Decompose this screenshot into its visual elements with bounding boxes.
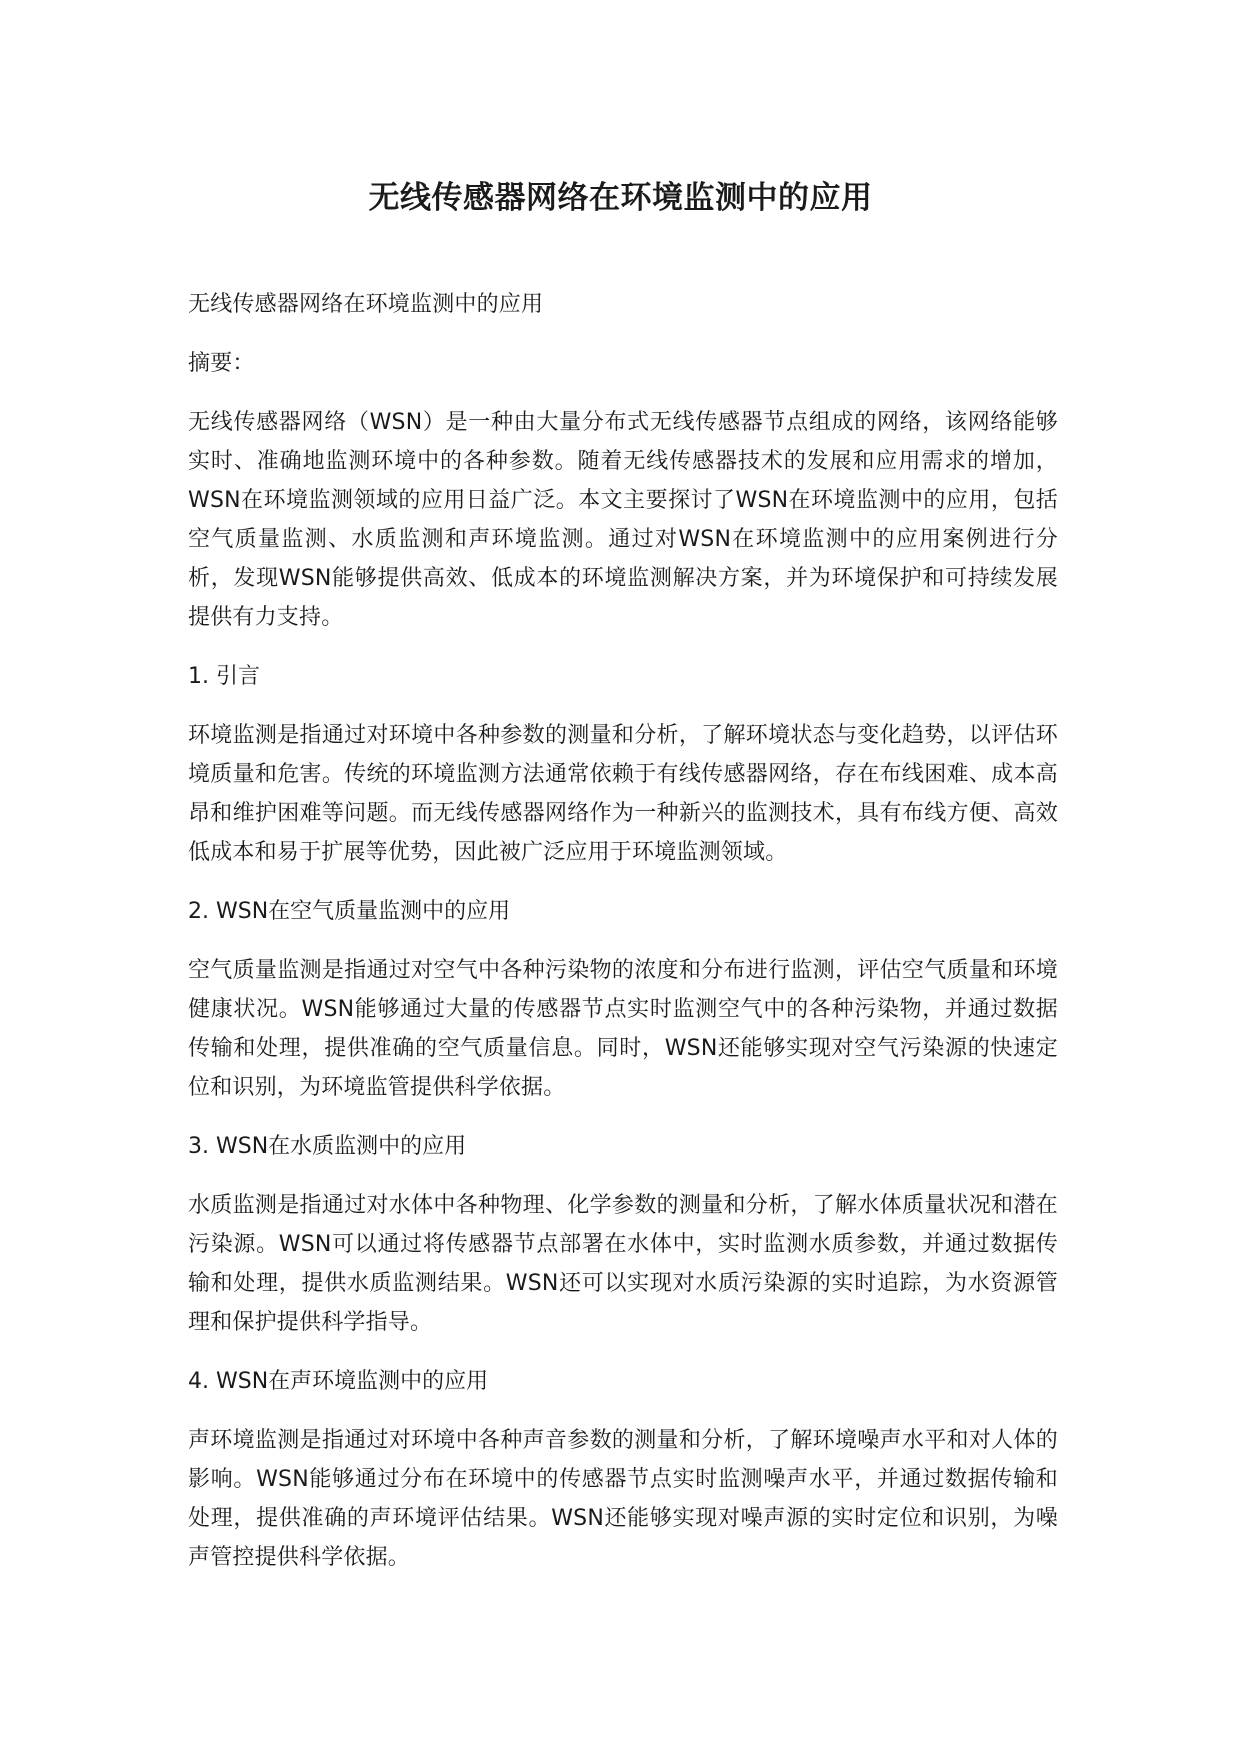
abstract-paragraph: 无线传感器网络（WSN）是一种由大量分布式无线传感器节点组成的网络，该网络能够实时、准确地监测环境中的各种参数。随着无线传感器技术的发展和应用需求的增加，WSN在环境监测领域的应用日益广泛。本文主要探讨了WSN在环境监测中的应用，包括空气质量监测、水质监测和声环境监测。通过对WSN在环境监测中的应用案例进行分析，发现WSN能够提供高效、低成本的环境监测解决方案，并为环境保护和可持续发展提供有力支持。 (188, 410, 1058, 630)
section-heading-introduction: 1. 引言 (188, 664, 260, 689)
section-heading-acoustic: 4. WSN在声环境监测中的应用 (188, 1369, 489, 1394)
document-subtitle: 无线传感器网络在环境监测中的应用 (188, 292, 544, 317)
abstract-label: 摘要： (188, 351, 255, 376)
section-body-water-quality: 水质监测是指通过对水体中各种物理、化学参数的测量和分析，了解水体质量状况和潜在污染源。WSN可以通过将传感器节点部署在水体中，实时监测水质参数，并通过数据传输和处理，提供水质监测结果。WSN还可以实现对水质污染源的实时追踪，为水资源管理和保护提供科学指导。 (188, 1193, 1058, 1335)
document-title: 无线传感器网络在环境监测中的应用 (368, 180, 873, 216)
section-body-acoustic: 声环境监测是指通过对环境中各种声音参数的测量和分析，了解环境噪声水平和对人体的影响。WSN能够通过分布在环境中的传感器节点实时监测噪声水平，并通过数据传输和处理，提供准确的声环境评估结果。WSN还能够实现对噪声源的实时定位和识别，为噪声管控提供科学依据。 (188, 1428, 1058, 1570)
section-heading-water-quality: 3. WSN在水质监测中的应用 (188, 1134, 467, 1159)
section-body-introduction: 环境监测是指通过对环境中各种参数的测量和分析，了解环境状态与变化趋势，以评估环境质量和危害。传统的环境监测方法通常依赖于有线传感器网络，存在布线困难、成本高昂和维护困难等问题。而无线传感器网络作为一种新兴的监测技术，具有布线方便、高效低成本和易于扩展等优势，因此被广泛应用于环境监测领域。 (188, 723, 1058, 865)
document-body (188, 285, 1058, 1597)
section-body-air-quality: 空气质量监测是指通过对空气中各种污染物的浓度和分布进行监测，评估空气质量和环境健康状况。WSN能够通过大量的传感器节点实时监测空气中的各种污染物，并通过数据传输和处理，提供准确的空气质量信息。同时，WSN还能够实现对空气污染源的快速定位和识别，为环境监管提供科学依据。 (188, 958, 1058, 1100)
section-heading-air-quality: 2. WSN在空气质量监测中的应用 (188, 899, 511, 924)
